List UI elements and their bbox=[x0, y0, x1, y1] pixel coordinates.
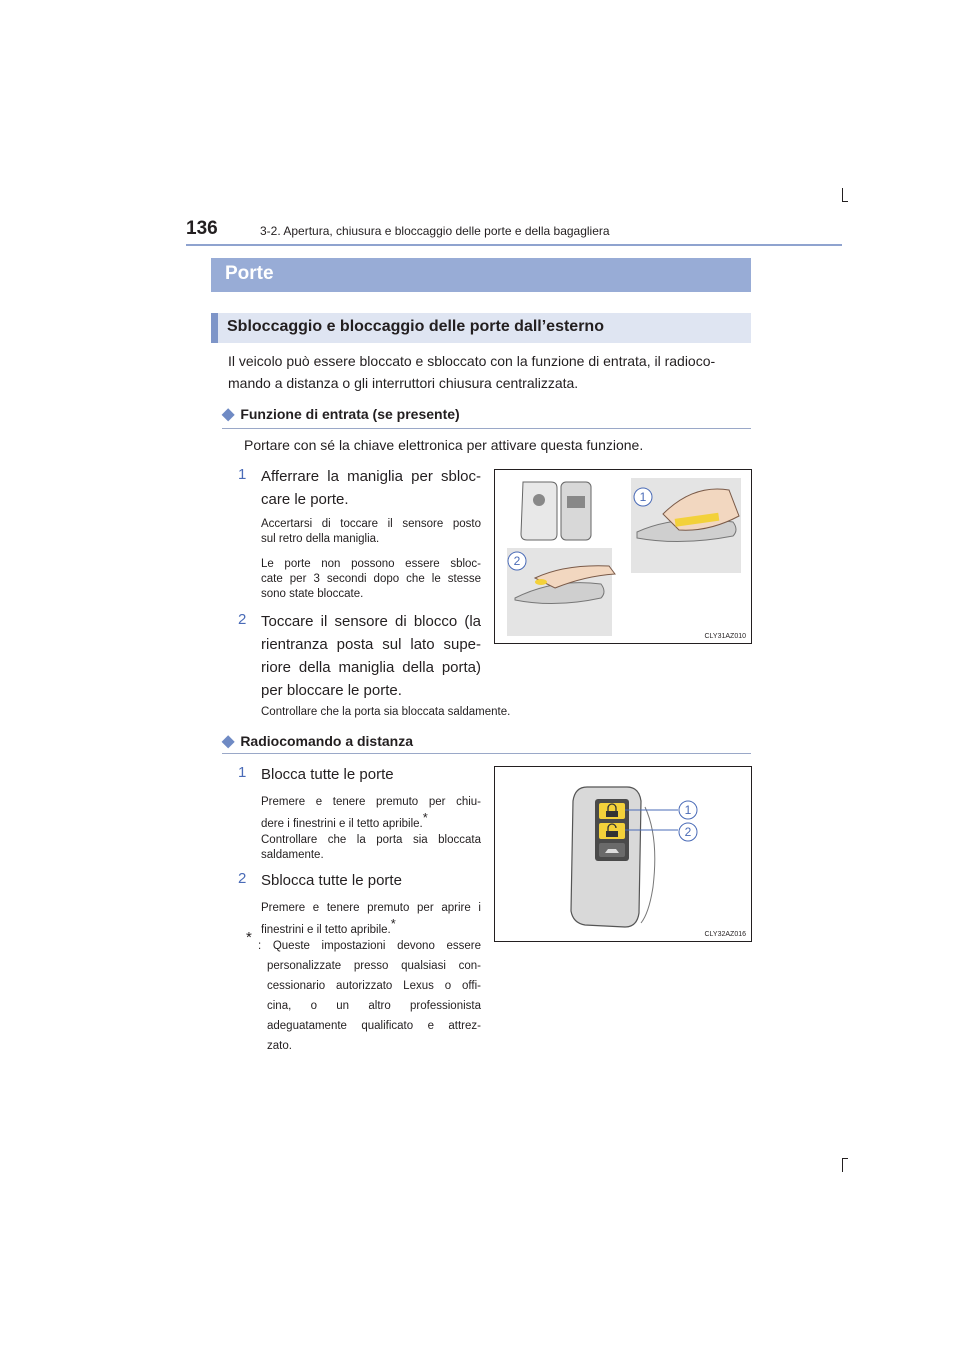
subsection-title-bar bbox=[211, 313, 751, 343]
smart-key-side-icon bbox=[521, 482, 557, 540]
entry-step-1-note-2 bbox=[261, 557, 481, 602]
remote-step-1-note-2 bbox=[261, 833, 481, 863]
intro-paragraph bbox=[228, 350, 748, 394]
entry-function-heading-text: Funzione di entrata (se presente) bbox=[240, 406, 460, 422]
crop-mark-bottom bbox=[842, 1158, 843, 1172]
note-line: saldamente. bbox=[261, 849, 324, 861]
footnote-line: adeguatamente qualificato e attrez- bbox=[267, 1020, 481, 1032]
intro-line-2: mando a distanza o gli interruttori chiusura centralizzata. bbox=[228, 375, 579, 391]
entry-step-1-note-1 bbox=[261, 517, 481, 547]
step-line: rientranza posta sul lato supe- bbox=[261, 636, 481, 653]
remote-key-illustration bbox=[495, 767, 751, 941]
note-line: Controllare che la porta sia bloccata bbox=[261, 834, 481, 846]
figure1-code: CLY31AZ010 bbox=[704, 633, 746, 640]
note-line-text: finestrini e il tetto apribile. bbox=[261, 923, 391, 936]
entry-step-1-line-1: Afferrare la maniglia per sbloc- bbox=[261, 468, 481, 485]
remote-step-2-note-1 bbox=[261, 901, 481, 938]
figure1-callout-2: 2 bbox=[513, 554, 521, 568]
lock-icon bbox=[606, 811, 618, 817]
note-line: sono state bloccate. bbox=[261, 588, 364, 600]
entry-function-lead: Portare con sé la chiave elettronica per attivare questa funzione. bbox=[244, 437, 644, 453]
note-line: Premere e tenere premuto per aprire i bbox=[261, 902, 481, 914]
diamond-bullet-icon: ◆ bbox=[222, 406, 235, 423]
running-head: 3-2. Apertura, chiusura e bloccaggio delle porte e della bagagliera bbox=[260, 224, 610, 238]
step-line: per bloccare le porte. bbox=[261, 682, 402, 699]
asterisk-mark: * bbox=[422, 810, 428, 825]
crop-mark-top bbox=[842, 188, 843, 202]
remote-step-number-1: 1 bbox=[238, 764, 247, 781]
smart-key-front-icon bbox=[561, 482, 591, 540]
entry-step-2 bbox=[261, 610, 481, 702]
door-handle-figure bbox=[494, 469, 752, 644]
footnote-line: cessionario autorizzato Lexus o offi- bbox=[267, 980, 481, 992]
note-line bbox=[261, 810, 481, 832]
remote-step-2-label: Sblocca tutte le porte bbox=[261, 872, 402, 889]
entry-after-note: Controllare che la porta sia bloccata saldamente. bbox=[261, 706, 511, 718]
page-number: 136 bbox=[186, 218, 218, 239]
step-number-2: 2 bbox=[238, 611, 247, 628]
entry-function-heading bbox=[222, 404, 460, 424]
remote-step-1-label: Blocca tutte le porte bbox=[261, 766, 394, 783]
remote-key-figure bbox=[494, 766, 752, 942]
note-line: Accertarsi di toccare il sensore posto bbox=[261, 518, 481, 530]
note-line: cate per 3 secondi dopo che le stesse bbox=[261, 573, 481, 585]
header-rule bbox=[186, 244, 842, 246]
footnote-line: : Queste impostazioni devono essere bbox=[258, 940, 481, 952]
note-line: sul retro della maniglia. bbox=[261, 533, 380, 545]
intro-line-1: Il veicolo può essere bloccato e sbloccato con la funzione di entrata, il radioco- bbox=[228, 353, 716, 369]
section-title-bar bbox=[211, 258, 751, 292]
crop-mark-bottom-foot bbox=[842, 1158, 848, 1159]
remote-heading bbox=[222, 731, 413, 751]
asterisk-mark: * bbox=[390, 916, 396, 931]
door-handle-illustration bbox=[495, 470, 751, 643]
subsection-title: Sbloccaggio e bloccaggio delle porte dall’esterno bbox=[227, 318, 604, 335]
unlock-icon bbox=[606, 831, 618, 837]
footnote-mark: * bbox=[246, 929, 252, 946]
footnote-line: personalizzate presso qualsiasi con- bbox=[267, 960, 481, 972]
diamond-bullet-icon: ◆ bbox=[222, 733, 235, 750]
entry-step-1 bbox=[261, 465, 481, 511]
step-line: riore della maniglia della porta) bbox=[261, 659, 481, 676]
crop-mark-top-foot bbox=[842, 201, 848, 202]
note-line-text: dere i finestrini e il tetto apribile. bbox=[261, 817, 423, 830]
entry-step-1-line-2: care le porte. bbox=[261, 491, 349, 508]
figure2-code: CLY32AZ016 bbox=[704, 931, 746, 938]
figure2-callout-1: 1 bbox=[684, 803, 692, 817]
note-line: Premere e tenere premuto per chiu- bbox=[261, 796, 481, 808]
footnote bbox=[258, 936, 481, 1056]
remote-step-1-note-1 bbox=[261, 795, 481, 832]
section-title: Porte bbox=[225, 263, 274, 284]
figure2-callout-2: 2 bbox=[684, 825, 692, 839]
remote-heading-text: Radiocomando a distanza bbox=[240, 733, 414, 749]
footnote-line: cina, o un altro professionista bbox=[267, 1000, 481, 1012]
step-line: Toccare il sensore di blocco (la bbox=[261, 613, 481, 630]
smart-key-remote-icon bbox=[571, 787, 655, 927]
remote-rule bbox=[222, 753, 751, 754]
figure1-callout-1: 1 bbox=[639, 490, 647, 504]
note-line: Le porte non possono essere sbloc- bbox=[261, 558, 481, 570]
footnote-line: zato. bbox=[267, 1040, 292, 1052]
note-line bbox=[261, 916, 481, 938]
remote-step-number-2: 2 bbox=[238, 870, 247, 887]
entry-function-rule bbox=[222, 428, 751, 429]
step-number-1: 1 bbox=[238, 466, 247, 483]
